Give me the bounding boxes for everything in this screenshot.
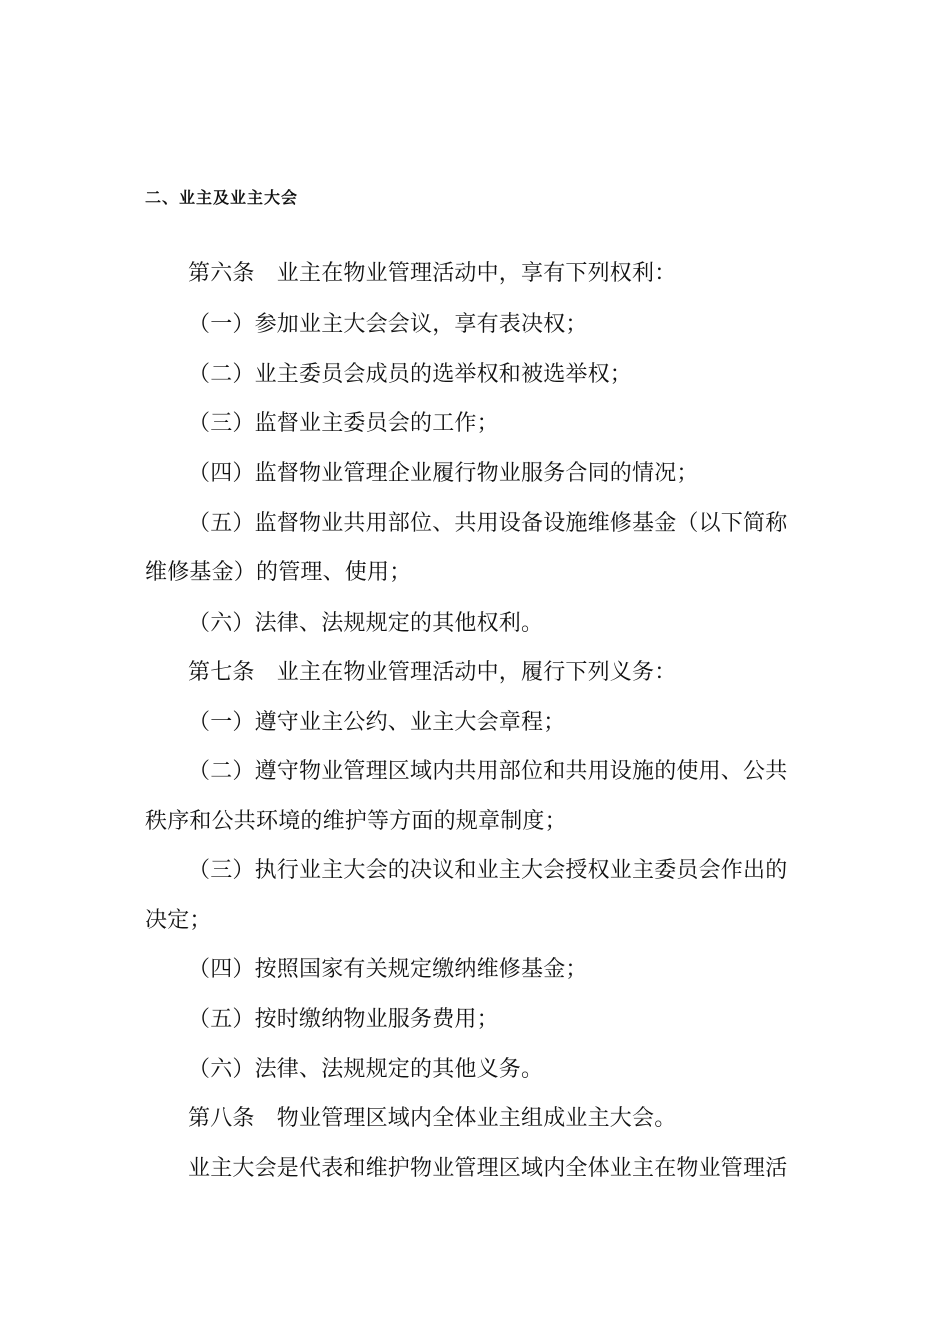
- article-7-heading: 第七条 业主在物业管理活动中，履行下列义务：: [188, 660, 677, 685]
- article-6-item-3: （三）监督业主委员会的工作；: [188, 411, 499, 436]
- article-6-item-1: （一）参加业主大会会议，享有表决权；: [188, 312, 588, 337]
- article-6-item-6: （六）法律、法规规定的其他权利。: [188, 611, 544, 636]
- article-6-heading: 第六条 业主在物业管理活动中，享有下列权利：: [188, 261, 677, 286]
- article-7-item-3: （三）执行业主大会的决议和业主大会授权业主委员会作出的: [188, 858, 788, 883]
- article-7-item-2-cont: 秩序和公共环境的维护等方面的规章制度；: [145, 809, 567, 834]
- article-8-heading: 第八条 物业管理区域内全体业主组成业主大会。: [188, 1106, 677, 1131]
- article-6-item-5-cont: 维修基金）的管理、使用；: [145, 560, 412, 585]
- article-7-item-6: （六）法律、法规规定的其他义务。: [188, 1057, 544, 1082]
- article-7-item-2: （二）遵守物业管理区域内共用部位和共用设施的使用、公共: [188, 759, 788, 784]
- article-7-item-5: （五）按时缴纳物业服务费用；: [188, 1007, 499, 1032]
- article-6-item-4: （四）监督物业管理企业履行物业服务合同的情况；: [188, 461, 699, 486]
- article-6-item-2: （二）业主委员会成员的选举权和被选举权；: [188, 362, 633, 387]
- article-8-paragraph: 业主大会是代表和维护物业管理区域内全体业主在物业管理活: [188, 1156, 788, 1181]
- article-7-item-3-cont: 决定；: [145, 908, 212, 933]
- article-7-item-1: （一）遵守业主公约、业主大会章程；: [188, 710, 566, 735]
- article-6-item-5: （五）监督物业共用部位、共用设备设施维修基金（以下简称: [188, 511, 788, 536]
- section-heading: 二、业主及业主大会: [145, 188, 299, 207]
- article-7-item-4: （四）按照国家有关规定缴纳维修基金；: [188, 957, 588, 982]
